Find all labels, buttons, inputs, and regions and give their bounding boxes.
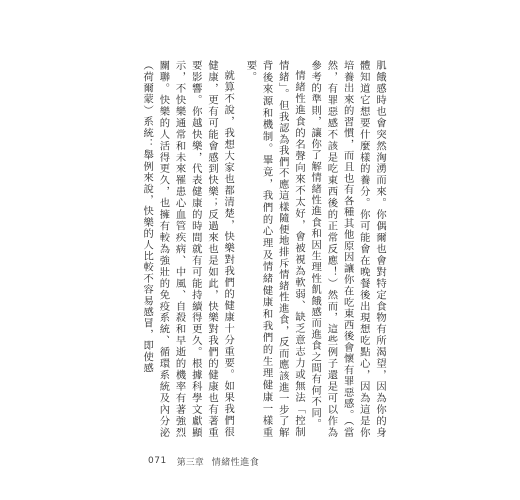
paragraph-2: 情緒性進食的名聲向來不太好，會被視為軟弱、缺乏意志力或無法「控制情緒」。但我認為我們不應這樣隨便地排斥情緒性進食，反而應該進一步了解背後來源和機制。畢竟，我們的心理及情緒健康和我們的生理健康一樣重要。: [244, 60, 305, 438]
page-number: 071: [148, 456, 167, 466]
paragraph-3: 就算不說，我想大家也都清楚，快樂對我們的健康十分重要。如果我們很健康，更有可能會感到快樂；反過來也是如此，快樂對我們的健康也有著重要影響。你越快樂，代表健康的時間就有可能持續得更久。根據科學文獻顯示，不快樂通常和未來罹患心血管疾病、中風、自殺和早逝的機率有著強烈關聯。快樂的人活得更久，也擁有較為強壯的免疫系統、循環系統及內分泌（荷爾蒙）系統：舉例來說，快樂的人比較不容易感冒，即使感: [141, 60, 235, 438]
chapter-title: 情緒性進食: [211, 457, 260, 468]
paragraph-1: 肌餓感時也會突然洶湧而來。你偶爾也會對特定食物有所渴望，因為你的身體知道它想要什麼樣的養分。你可能會在晚餐後出現想吃點心，因為這是你培養出來的習慣，而且也有各種其他原因讓你在吃東西後會懷有罪惡感。（當然，有罪惡感不該是吃東西後的正常反應！）然而，這些例子還是可以作為參考的準則，讓你了解情緒性進食和因生理性飢餓感而進食之間有何不同。: [309, 60, 386, 438]
page-footer: [148, 454, 259, 468]
body-text: [141, 60, 388, 438]
chapter-label: 第三章: [176, 457, 204, 468]
